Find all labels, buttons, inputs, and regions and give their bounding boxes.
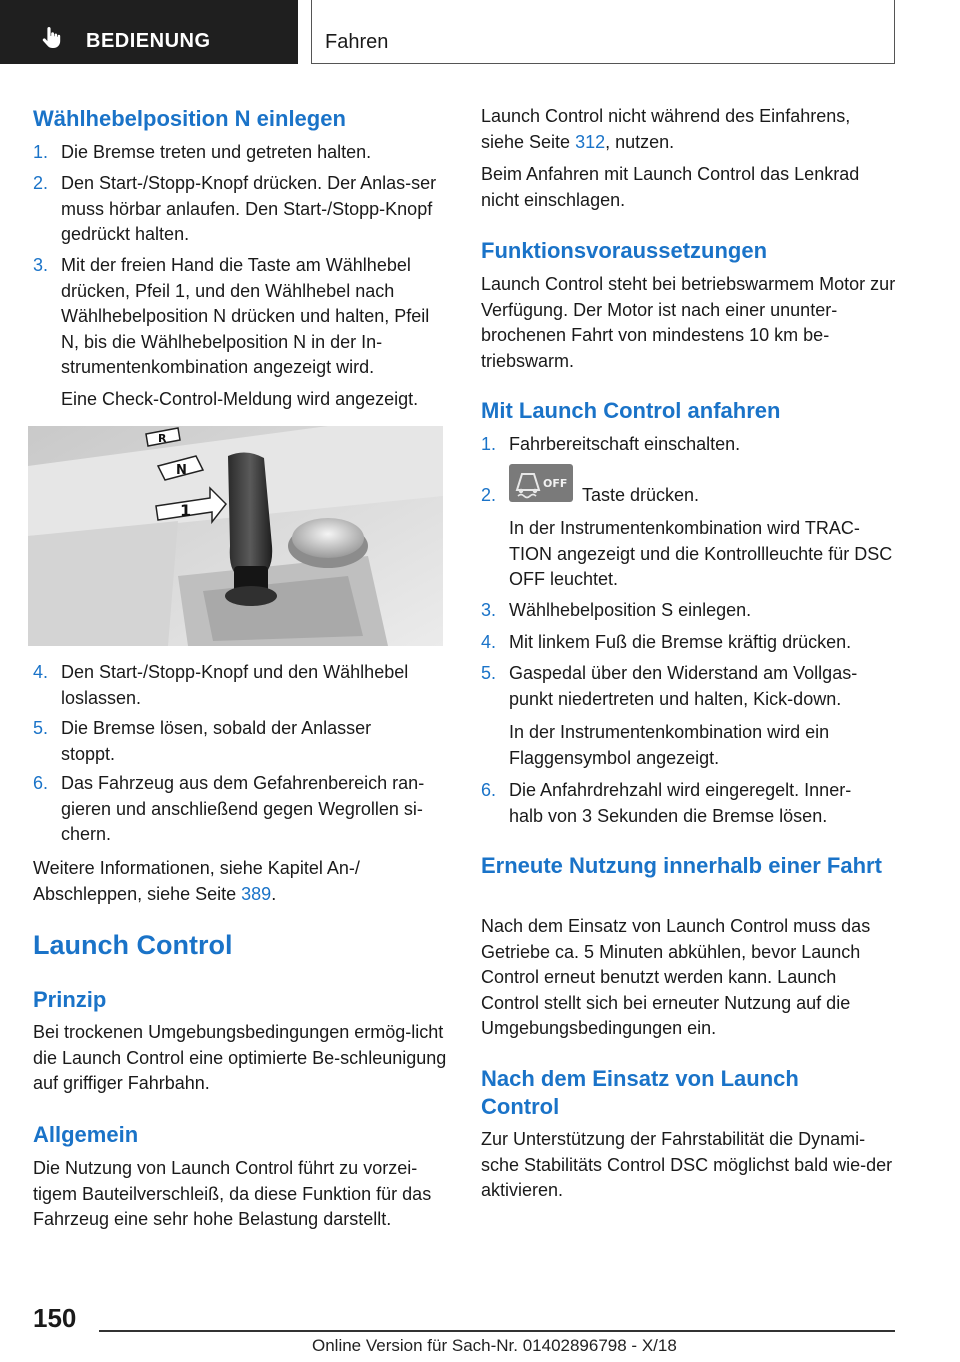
dsc-off-icon [509,464,573,502]
dsc-off-label: OFF [543,477,568,490]
gear-selector-photo [28,426,443,646]
more-info-paragraph: Weitere Informationen, siehe Kapitel An-/ Abschleppen, siehe Seite 389. [33,858,360,904]
footer-text: Online Version für Sach-Nr. 01402896798 - X/18 [312,1336,677,1355]
page-link-312[interactable]: 312 [575,131,606,152]
funktionsvoraussetzungen-paragraph: Launch Control steht bei betriebswarmem Motor zur Verfügung. Der Motor ist nach einer ununter-brochenen Fahrt von mindestens 10 km be-triebswarm. [481,274,896,371]
intro-paragraph: Launch Control nicht während des Einfahrens, siehe Seite 312, nutzen. [481,106,851,152]
chapter-label: Fahren [325,31,389,53]
step-note: In der Instrumentenkombination wird TRAC-TION angezeigt und die Kontrollleuchte für DSC OFF leuchtet. [509,518,893,589]
heading-allgemein: Allgemein [33,1122,139,1147]
intro-paragraph-2: Beim Anfahren mit Launch Control das Lenkrad nicht einschlagen. [481,164,860,210]
page-link-389[interactable]: 389 [241,883,272,904]
section-label: BEDIENUNG [86,30,211,52]
heading-launch-control: Launch Control [33,930,233,960]
heading-mit-launch-control-anfahren: Mit Launch Control anfahren [481,398,781,423]
erneute-nutzung-paragraph: Nach dem Einsatz von Launch Control muss das Getriebe ca. 5 Minuten abkühlen, bevor Launch Control erneut benutzt werden kann. Launch Control stellt sich bei erneuter Nutzung auf die Umgebungsbedingungen ein. [481,916,871,1038]
step-note: Eine Check-Control-Meldung wird angezeigt. [61,389,419,409]
arrow-label-n: N [176,463,187,478]
footer-divider [99,1330,895,1332]
allgemein-paragraph: Die Nutzung von Launch Control führt zu vorzei-tigem Bauteilverschleiß, da diese Funktion für das Fahrzeug eine sehr hohe Belastung darstellt. [33,1158,432,1229]
nach-dem-einsatz-paragraph: Zur Unterstützung der Fahrstabilität die Dynami-sche Stabilitäts Control DSC möglichst bald wie-der aktivieren. [481,1129,893,1200]
chapter-header [311,0,895,64]
section-tab [0,0,298,64]
arrow-label-1: 1 [180,501,192,520]
gear-selector-illustration [28,426,443,646]
heading-erneute-nutzung: Erneute Nutzung innerhalb einer Fahrt [481,853,882,878]
prinzip-paragraph: Bei trockenen Umgebungsbedingungen ermög-licht die Launch Control eine optimierte Be-schleunigung auf griffiger Fahrbahn. [33,1022,447,1093]
heading-waehlhebel-n: Wählhebelposition N einlegen [33,106,346,131]
step-note: In der Instrumentenkombination wird ein Flaggensymbol angezeigt. [509,722,830,768]
pointing-hand-icon [40,25,64,49]
heading-funktionsvoraussetzungen: Funktionsvoraussetzungen [481,238,768,263]
arrow-label-r: R [158,432,167,445]
heading-nach-dem-einsatz: Nach dem Einsatz von Launch Control [481,1066,799,1119]
heading-prinzip: Prinzip [33,987,107,1012]
page-number: 150 [33,1303,77,1333]
